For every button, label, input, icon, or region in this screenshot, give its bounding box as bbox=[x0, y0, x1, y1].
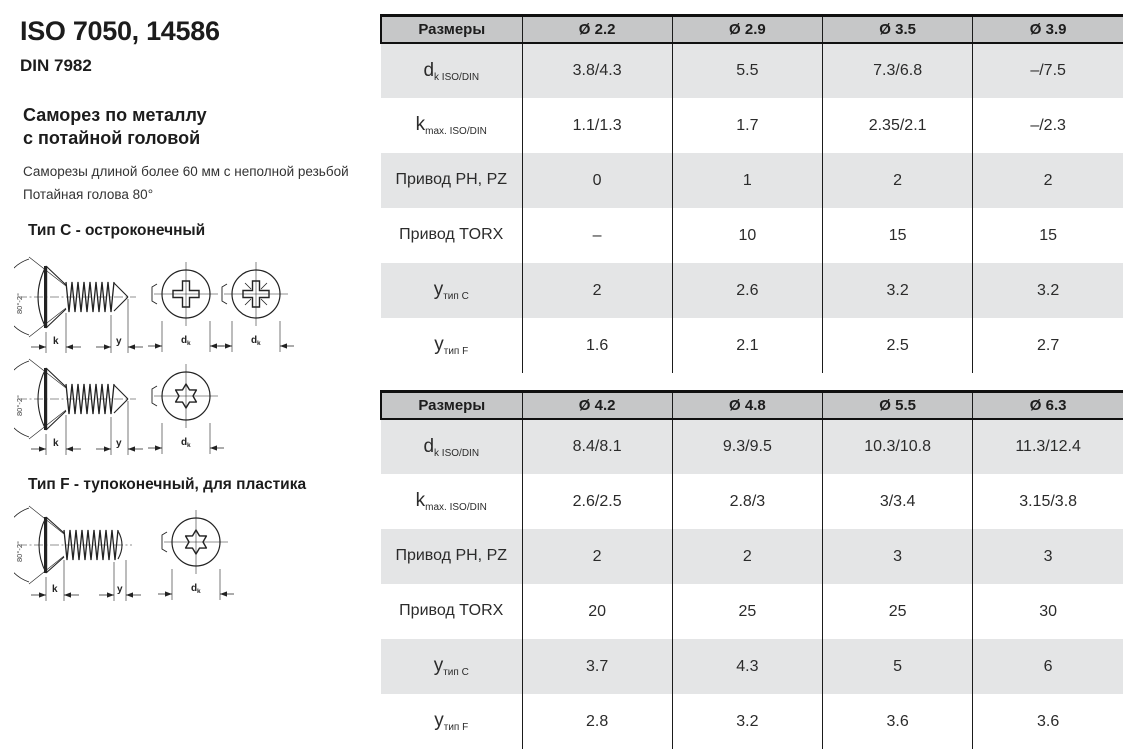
dim-dk-label: d bbox=[251, 335, 258, 346]
row-label-sub: k ISO/DIN bbox=[434, 447, 480, 459]
table-cell: 1.1/1.3 bbox=[522, 98, 672, 153]
row-label bbox=[381, 529, 522, 584]
dim-dk-sub-label: k bbox=[187, 442, 191, 449]
table-row bbox=[381, 694, 1123, 749]
row-label bbox=[381, 43, 522, 98]
dim-dk-label: d bbox=[181, 335, 188, 346]
table-cell: 2 bbox=[522, 263, 672, 318]
table-cell: 2.8 bbox=[522, 694, 672, 749]
row-label-main: Привод PH, PZ bbox=[395, 170, 508, 188]
dim-y-label: y bbox=[116, 336, 122, 347]
column-header: Ø 4.8 bbox=[672, 392, 822, 420]
table-cell: 1.7 bbox=[672, 98, 822, 153]
spec-table-large-diameters bbox=[380, 390, 1123, 749]
dim-k-label: k bbox=[52, 584, 58, 595]
table-row bbox=[381, 419, 1123, 474]
table-cell: 7.3/6.8 bbox=[823, 43, 973, 98]
table-row bbox=[381, 318, 1123, 373]
row-label bbox=[381, 208, 522, 263]
row-label bbox=[381, 318, 522, 373]
column-header: Ø 2.2 bbox=[522, 16, 672, 44]
row-label-sub: k ISO/DIN bbox=[434, 71, 480, 83]
table-cell: 3 bbox=[823, 529, 973, 584]
row-label bbox=[381, 694, 522, 749]
page-title: ISO 7050, 14586 bbox=[20, 16, 220, 46]
table-cell: 8.4/8.1 bbox=[522, 419, 672, 474]
product-name-line1: Саморез по металлу bbox=[23, 105, 207, 125]
dim-dk-sub-label: k bbox=[197, 588, 201, 595]
table-cell: 9.3/9.5 bbox=[672, 419, 822, 474]
column-header: Ø 3.5 bbox=[823, 16, 973, 44]
product-name-line2: с потайной головой bbox=[23, 128, 201, 149]
table-cell: 5.5 bbox=[672, 43, 822, 98]
table-cell: 2.6 bbox=[672, 263, 822, 318]
type-f-side-view-torx-drawing bbox=[14, 500, 264, 610]
head-angle-label: 80°-2° bbox=[15, 394, 24, 416]
row-label bbox=[381, 98, 522, 153]
row-label-sub: тип C bbox=[443, 667, 469, 678]
table-row bbox=[381, 263, 1123, 318]
row-label bbox=[381, 639, 522, 694]
dim-k-label: k bbox=[53, 336, 59, 347]
column-header: Ø 2.9 bbox=[672, 16, 822, 44]
dim-y-label: y bbox=[117, 584, 123, 595]
table-cell: 2.1 bbox=[672, 318, 822, 373]
table-cell: 2 bbox=[823, 153, 973, 208]
row-label-sub: max. ISO/DIN bbox=[425, 126, 487, 137]
table-cell: 10.3/10.8 bbox=[823, 419, 973, 474]
dim-dk-label: d bbox=[191, 583, 198, 594]
row-label-main: k bbox=[415, 114, 426, 135]
row-label-sub: тип F bbox=[443, 346, 469, 357]
row-label-main: y bbox=[433, 655, 444, 676]
spec-table-small-diameters bbox=[380, 14, 1123, 373]
column-header: Ø 4.2 bbox=[522, 392, 672, 420]
screw-side-view-blunt bbox=[14, 506, 141, 601]
table-cell: 25 bbox=[823, 584, 973, 639]
row-label bbox=[381, 584, 522, 639]
row-label bbox=[381, 474, 522, 529]
dim-y-label: y bbox=[116, 438, 122, 449]
type-c-side-view-torx-drawing bbox=[14, 354, 254, 460]
row-label-main: Привод TORX bbox=[399, 225, 504, 243]
dim-dk-sub-label: k bbox=[257, 340, 261, 347]
table-row bbox=[381, 153, 1123, 208]
table-cell: 1.6 bbox=[522, 318, 672, 373]
table-cell: 2 bbox=[672, 529, 822, 584]
table-cell: 2.8/3 bbox=[672, 474, 822, 529]
table-cell: 11.3/12.4 bbox=[973, 419, 1123, 474]
table-cell: –/2.3 bbox=[973, 98, 1123, 153]
table-cell: 25 bbox=[672, 584, 822, 639]
column-header: Ø 5.5 bbox=[823, 392, 973, 420]
table-cell: – bbox=[522, 208, 672, 263]
table-row bbox=[381, 474, 1123, 529]
head-angle-label: 80°-2° bbox=[15, 292, 24, 314]
table-row bbox=[381, 43, 1123, 98]
row-label-main: d bbox=[423, 59, 435, 81]
dim-dk-sub-label: k bbox=[187, 340, 191, 347]
description-line1: Саморезы длиной более 60 мм с неполной резьбой bbox=[23, 164, 349, 179]
row-label-main: Привод PH, PZ bbox=[395, 546, 508, 564]
ph-recess-icon bbox=[148, 262, 224, 352]
table-cell: 3.7 bbox=[522, 639, 672, 694]
table-cell: 2.7 bbox=[973, 318, 1123, 373]
row-label bbox=[381, 153, 522, 208]
table-cell: 0 bbox=[522, 153, 672, 208]
table-header-row bbox=[381, 16, 1123, 44]
table-row bbox=[381, 98, 1123, 153]
table-cell: 3.6 bbox=[823, 694, 973, 749]
type-f-heading: Тип F - тупоконечный, для пластика bbox=[28, 476, 307, 493]
pz-recess-icon bbox=[218, 262, 294, 352]
table-cell: 30 bbox=[973, 584, 1123, 639]
row-label-main: k bbox=[415, 490, 426, 511]
table-cell: 3/3.4 bbox=[823, 474, 973, 529]
dim-k-label: k bbox=[53, 438, 59, 449]
table-cell: 15 bbox=[973, 208, 1123, 263]
row-label-main: y bbox=[434, 710, 444, 731]
row-label-main: y bbox=[433, 279, 444, 300]
torx-recess-icon bbox=[158, 510, 234, 600]
table-cell: 3.2 bbox=[973, 263, 1123, 318]
table-header-row bbox=[381, 392, 1123, 420]
table-row bbox=[381, 639, 1123, 694]
table-cell: 3.8/4.3 bbox=[522, 43, 672, 98]
product-description bbox=[23, 161, 349, 207]
row-label bbox=[381, 419, 522, 474]
table-row bbox=[381, 208, 1123, 263]
table-cell: 3 bbox=[973, 529, 1123, 584]
table-cell: 3.6 bbox=[973, 694, 1123, 749]
table-cell: –/7.5 bbox=[973, 43, 1123, 98]
table-cell: 4.3 bbox=[672, 639, 822, 694]
table-cell: 3.2 bbox=[672, 694, 822, 749]
column-header: Размеры bbox=[381, 16, 522, 44]
table-cell: 3.15/3.8 bbox=[973, 474, 1123, 529]
row-label-main: d bbox=[423, 435, 435, 457]
description-line2: Потайная голова 80° bbox=[23, 186, 154, 202]
table-cell: 6 bbox=[973, 639, 1123, 694]
type-c-side-view-ph-pz-drawing bbox=[14, 252, 306, 358]
row-label-main: y bbox=[434, 334, 444, 355]
dim-dk-label: d bbox=[181, 437, 188, 448]
row-label-sub: тип F bbox=[443, 722, 469, 733]
table-cell: 1 bbox=[672, 153, 822, 208]
screw-side-view-pointed bbox=[14, 257, 143, 353]
table-cell: 2 bbox=[973, 153, 1123, 208]
table-cell: 2.6/2.5 bbox=[522, 474, 672, 529]
type-c-heading: Тип C - остроконечный bbox=[28, 222, 206, 239]
table-row bbox=[381, 584, 1123, 639]
torx-recess-icon bbox=[148, 364, 224, 454]
table-cell: 10 bbox=[672, 208, 822, 263]
table-row bbox=[381, 529, 1123, 584]
row-label-sub: max. ISO/DIN bbox=[425, 502, 487, 513]
table-cell: 20 bbox=[522, 584, 672, 639]
head-angle-label: 80°-2° bbox=[15, 540, 24, 562]
table-cell: 2.5 bbox=[823, 318, 973, 373]
row-label bbox=[381, 263, 522, 318]
screw-side-view-pointed bbox=[14, 359, 143, 455]
table-cell: 2 bbox=[522, 529, 672, 584]
row-label-sub: тип C bbox=[443, 291, 469, 302]
table-cell: 3.2 bbox=[823, 263, 973, 318]
column-header: Ø 6.3 bbox=[973, 392, 1123, 420]
page-subtitle: DIN 7982 bbox=[20, 56, 92, 75]
column-header: Размеры bbox=[381, 392, 522, 420]
table-cell: 5 bbox=[823, 639, 973, 694]
column-header: Ø 3.9 bbox=[973, 16, 1123, 44]
table-cell: 15 bbox=[823, 208, 973, 263]
table-cell: 2.35/2.1 bbox=[823, 98, 973, 153]
row-label-main: Привод TORX bbox=[399, 601, 504, 619]
product-name bbox=[23, 104, 207, 151]
